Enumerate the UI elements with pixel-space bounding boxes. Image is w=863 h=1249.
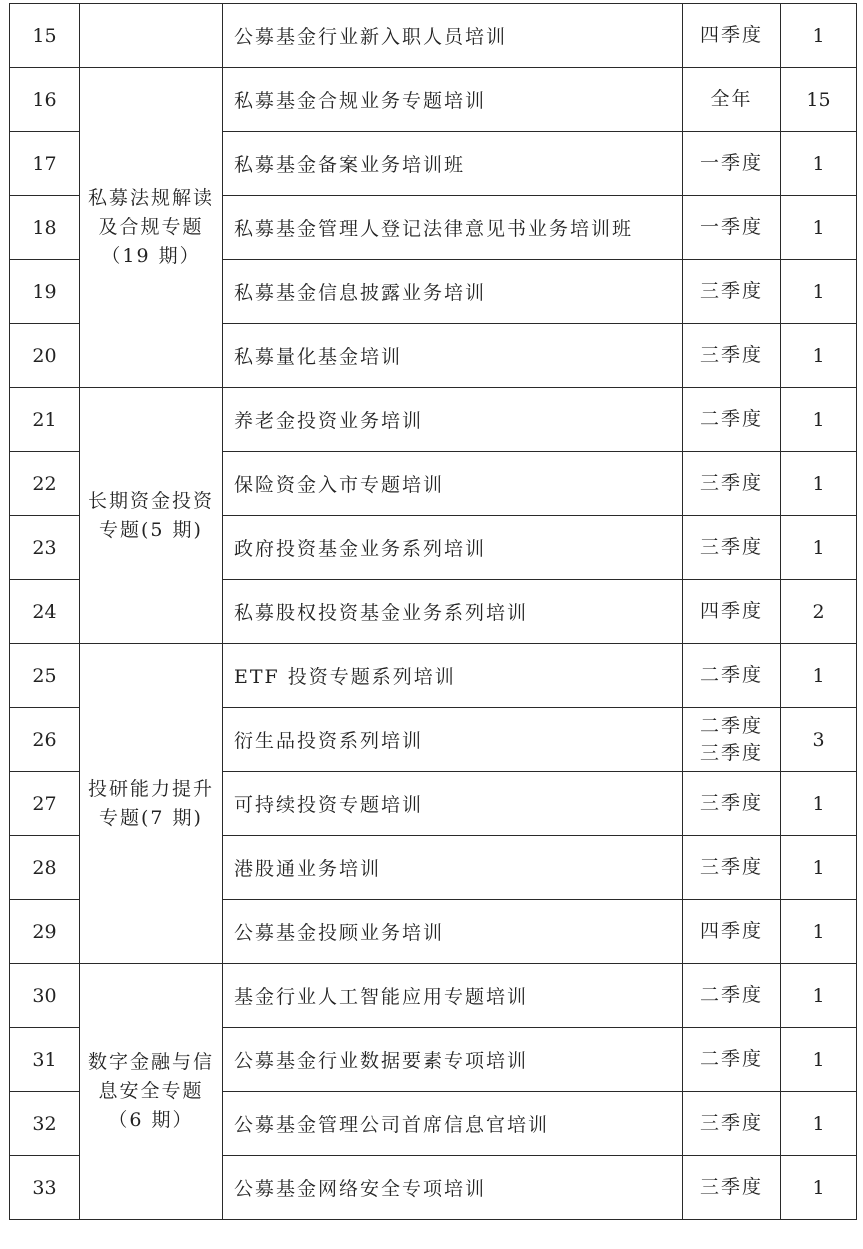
row-number: 15 [10,4,80,68]
category-cell-empty [80,4,223,68]
session-count: 1 [781,516,857,580]
schedule-time: 三季度 [683,836,781,900]
row-number: 28 [10,836,80,900]
course-name: 保险资金入市专题培训 [223,452,683,516]
table-row [10,4,857,68]
session-count: 1 [781,772,857,836]
schedule-time [683,708,781,772]
course-name: 政府投资基金业务系列培训 [223,516,683,580]
course-name: 衍生品投资系列培训 [223,708,683,772]
schedule-time: 二季度 [683,644,781,708]
schedule-time: 二季度 [683,388,781,452]
schedule-time: 三季度 [683,516,781,580]
schedule-time: 四季度 [683,4,781,68]
session-count: 1 [781,132,857,196]
course-name: 养老金投资业务培训 [223,388,683,452]
course-name: 私募基金备案业务培训班 [223,132,683,196]
row-number: 24 [10,580,80,644]
schedule-time: 二季度 [683,964,781,1028]
row-number: 31 [10,1028,80,1092]
table-row [10,68,857,132]
schedule-time-line: 三季度 [699,741,763,764]
session-count: 1 [781,196,857,260]
row-number: 20 [10,324,80,388]
schedule-time: 四季度 [683,900,781,964]
course-name: 公募基金行业数据要素专项培训 [223,1028,683,1092]
row-number: 25 [10,644,80,708]
schedule-time: 一季度 [683,132,781,196]
row-number: 23 [10,516,80,580]
category-long-term-capital: 长期资金投资专题(5 期) [80,388,223,644]
session-count: 1 [781,260,857,324]
row-number: 26 [10,708,80,772]
course-name: 基金行业人工智能应用专题培训 [223,964,683,1028]
row-number: 30 [10,964,80,1028]
session-count: 1 [781,1156,857,1220]
schedule-time: 三季度 [683,260,781,324]
course-name: 公募基金行业新入职人员培训 [223,4,683,68]
row-number: 16 [10,68,80,132]
session-count: 2 [781,580,857,644]
session-count: 1 [781,900,857,964]
session-count: 1 [781,4,857,68]
course-name: 私募基金管理人登记法律意见书业务培训班 [223,196,683,260]
session-count: 1 [781,1092,857,1156]
row-number: 27 [10,772,80,836]
course-name: 私募基金合规业务专题培训 [223,68,683,132]
course-name: ETF 投资专题系列培训 [223,644,683,708]
row-number: 22 [10,452,80,516]
course-name: 私募基金信息披露业务培训 [223,260,683,324]
schedule-time: 三季度 [683,772,781,836]
session-count: 1 [781,452,857,516]
schedule-time: 三季度 [683,452,781,516]
row-number: 29 [10,900,80,964]
session-count: 1 [781,964,857,1028]
course-name: 港股通业务培训 [223,836,683,900]
table-row [10,644,857,708]
course-name: 可持续投资专题培训 [223,772,683,836]
schedule-time: 全年 [683,68,781,132]
session-count: 1 [781,836,857,900]
session-count: 1 [781,388,857,452]
table-row [10,388,857,452]
row-number: 17 [10,132,80,196]
session-count: 3 [781,708,857,772]
course-name: 公募基金管理公司首席信息官培训 [223,1092,683,1156]
schedule-time: 一季度 [683,196,781,260]
table-row [10,964,857,1028]
schedule-time: 四季度 [683,580,781,644]
schedule-time: 三季度 [683,1156,781,1220]
category-digital-finance-security: 数字金融与信息安全专题（6 期） [80,964,223,1220]
session-count: 15 [781,68,857,132]
course-name: 私募量化基金培训 [223,324,683,388]
course-name: 私募股权投资基金业务系列培训 [223,580,683,644]
row-number: 33 [10,1156,80,1220]
schedule-time-line: 二季度 [699,714,763,737]
session-count: 1 [781,644,857,708]
schedule-time: 三季度 [683,1092,781,1156]
row-number: 21 [10,388,80,452]
course-name: 公募基金网络安全专项培训 [223,1156,683,1220]
course-name: 公募基金投顾业务培训 [223,900,683,964]
session-count: 1 [781,1028,857,1092]
row-number: 19 [10,260,80,324]
row-number: 18 [10,196,80,260]
category-research-capability: 投研能力提升专题(7 期) [80,644,223,964]
category-private-fund-compliance: 私募法规解读及合规专题（19 期） [80,68,223,388]
session-count: 1 [781,324,857,388]
row-number: 32 [10,1092,80,1156]
training-schedule-table [9,3,857,1220]
schedule-time: 三季度 [683,324,781,388]
schedule-time: 二季度 [683,1028,781,1092]
